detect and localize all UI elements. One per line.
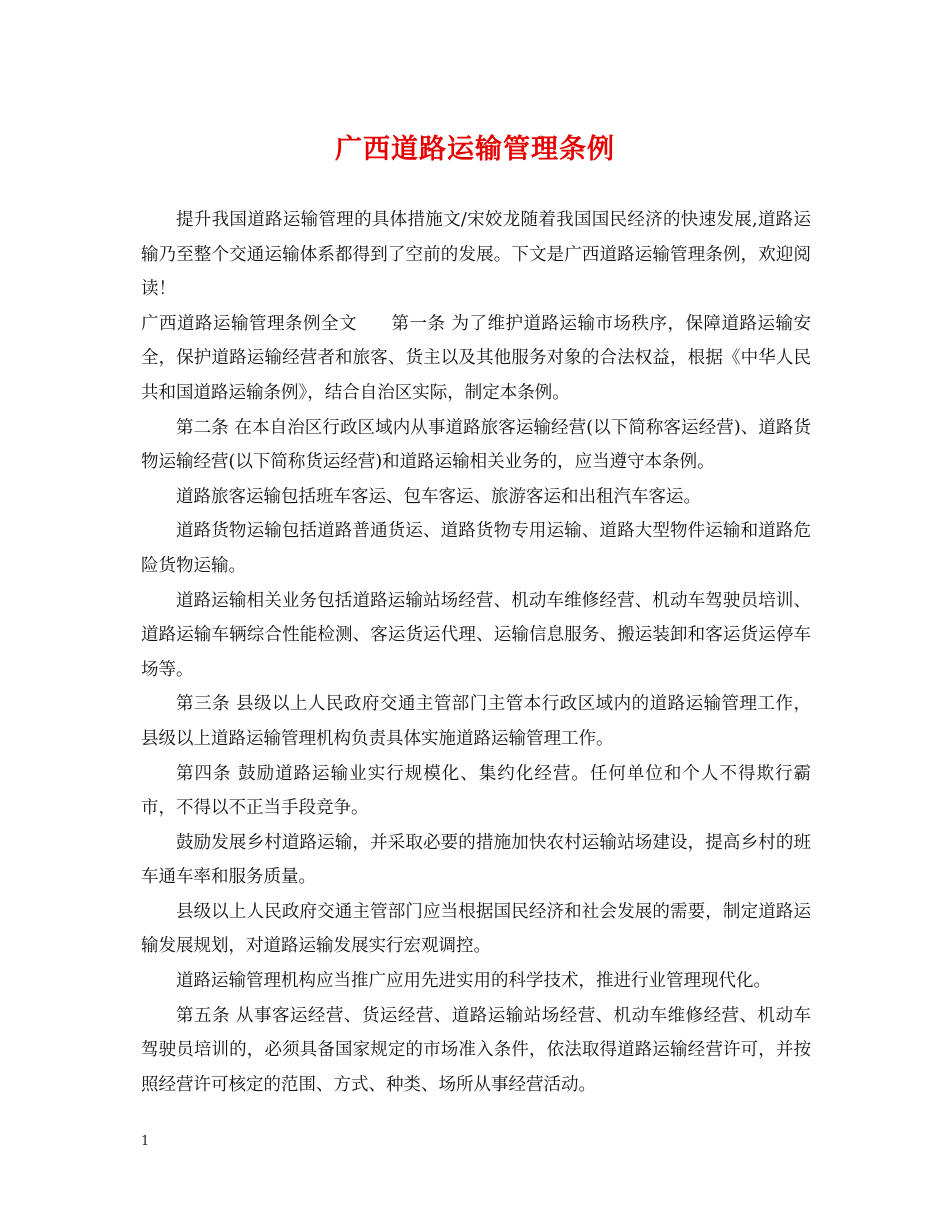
- article-5-paragraph: 第五条 从事客运经营、货运经营、道路运输站场经营、机动车维修经营、机动车驾驶员培训的，必须具备国家规定的市场准入条件，依法取得道路运输经营许可，并按照经营许可核定的范围、方式、种类、场所从事经营活动。: [141, 1005, 811, 1095]
- fulltext-heading: 广西道路运输管理条例全文: [141, 313, 357, 334]
- article-4-paragraph: 第四条 鼓励道路运输业实行规模化、集约化经营。任何单位和个人不得欺行霸市，不得以不正当手段竞争。: [141, 763, 811, 819]
- related-business-paragraph: 道路运输相关业务包括道路运输站场经营、机动车维修经营、机动车驾驶员培训、道路运输车辆综合性能检测、客运货运代理、运输信息服务、搬运装卸和客运货运停车场等。: [141, 590, 811, 680]
- freight-transport-paragraph: 道路货物运输包括道路普通货运、道路货物专用运输、道路大型物件运输和道路危险货物运输。: [141, 521, 811, 576]
- intro-paragraph: 提升我国道路运输管理的具体措施文/宋姣龙随着我国国民经济的快速发展,道路运输乃至整个交通运输体系都得到了空前的发展。下文是广西道路运输管理条例，欢迎阅读！: [141, 210, 811, 300]
- fulltext-paragraph: [141, 307, 811, 411]
- article-1-text: 第一条 为了维护道路运输市场秩序，保障道路运输安全，保护道路运输经营者和旅客、货主以及其他服务对象的合法权益，根据《中华人民共和国道路运输条例》，结合自治区实际，制定本条例。: [141, 313, 812, 403]
- document-title: 广西道路运输管理条例: [335, 134, 615, 165]
- document-body: [141, 203, 811, 1102]
- technology-paragraph: 道路运输管理机构应当推广应用先进实用的科学技术，推进行业管理现代化。: [176, 971, 771, 992]
- article-3-paragraph: 第三条 县级以上人民政府交通主管部门主管本行政区域内的道路运输管理工作，县级以上道路运输管理机构负责具体实施道路运输管理工作。: [141, 694, 811, 749]
- page-number: 1: [141, 1134, 150, 1149]
- article-2-paragraph: 第二条 在本自治区行政区域内从事道路旅客运输经营(以下简称客运经营)、道路货物运输经营(以下简称货运经营)和道路运输相关业务的，应当遵守本条例。: [141, 417, 811, 473]
- rural-transport-paragraph: 鼓励发展乡村道路运输，并采取必要的措施加快农村运输站场建设，提高乡村的班车通车率和服务质量。: [141, 832, 811, 888]
- passenger-transport-paragraph: 道路旅客运输包括班车客运、包车客运、旅游客运和出租汽车客运。: [176, 486, 701, 507]
- planning-paragraph: 县级以上人民政府交通主管部门应当根据国民经济和社会发展的需要，制定道路运输发展规划，对道路运输发展实行宏观调控。: [141, 901, 811, 957]
